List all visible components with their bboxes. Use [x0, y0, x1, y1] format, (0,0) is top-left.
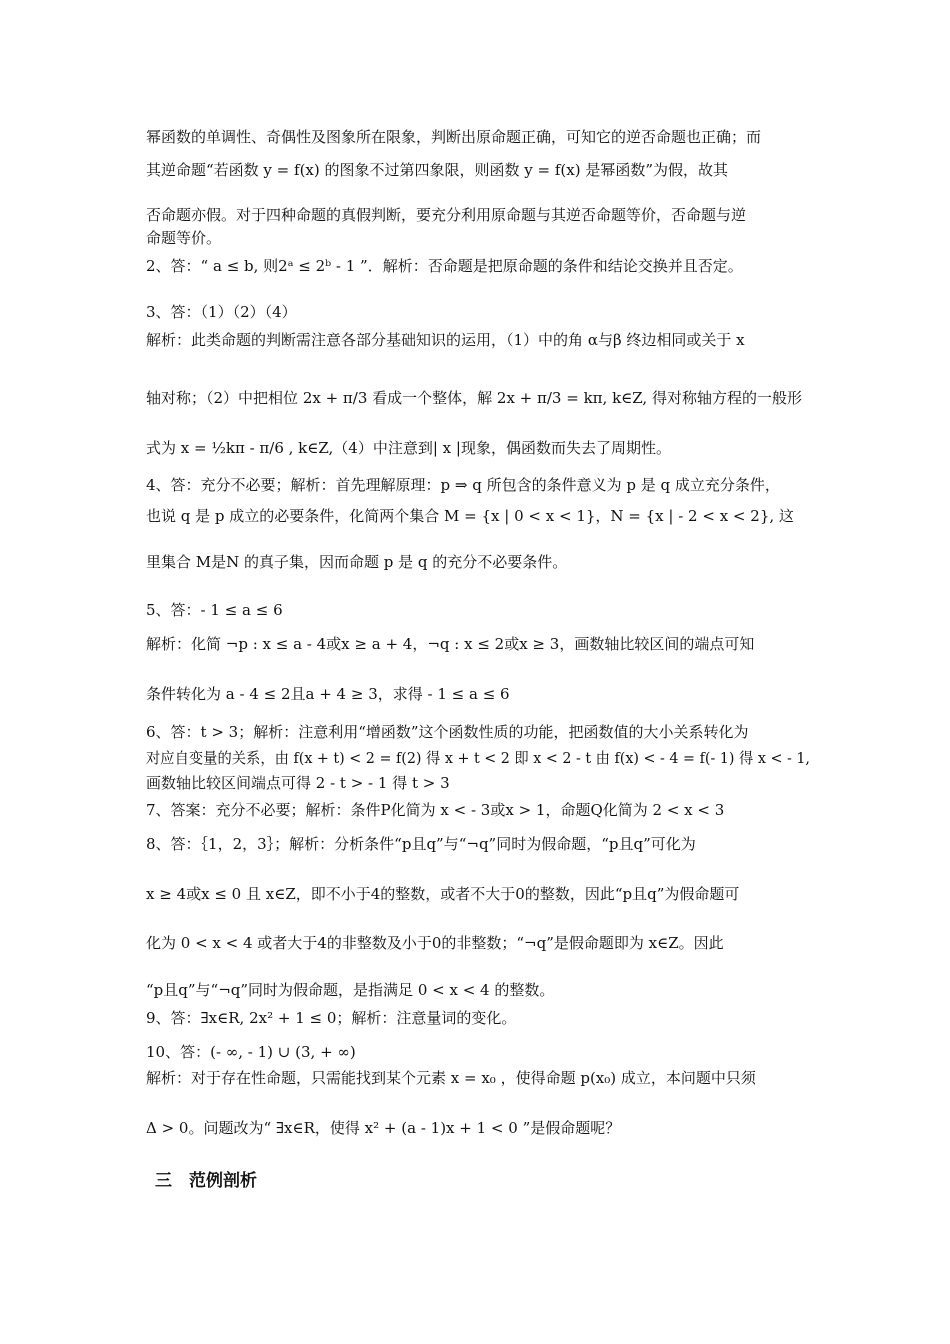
text-line-25: 10、答：(- ∞, - 1) ∪ (3, + ∞): [146, 1043, 356, 1061]
text-line-22: 化为 0 < x < 4 或者大于4的非整数及小于0的非整数；“¬q”是假命题即为 x∈Z。因此: [146, 934, 724, 952]
text-line-24: 9、答：∃x∈R, 2x² + 1 ≤ 0；解析：注意量词的变化。: [146, 1009, 517, 1027]
text-line-6: 3、答：（1）（2）（4）: [146, 303, 297, 321]
text-line-12: 里集合 M是N 的真子集，因而命题 p 是 q 的充分不必要条件。: [146, 553, 568, 571]
text-line-27: Δ > 0。问题改为“ ∃x∈R，使得 x² + (a - 1)x + 1 < 0 ”是假命题呢？: [146, 1119, 621, 1137]
text-line-20: 8、答：｛1，2，3｝；解析：分析条件“p且q”与“¬q”同时为假命题，“p且q”可化为: [146, 835, 696, 853]
text-line-9: 式为 x = ½kπ - π/6 , k∈Z,（4）中注意到| x |现象，偶函数而失去了周期性。: [146, 439, 671, 457]
text-line-19: 7、答案：充分不必要；解析：条件P化简为 x < - 3或x > 1，命题Q化简为 2 < x < 3: [146, 801, 725, 819]
text-line-4: 命题等价。: [146, 229, 222, 247]
section-heading: 三 范例剖析: [155, 1171, 257, 1191]
text-line-14: 解析：化简 ¬p : x ≤ a - 4或x ≥ a + 4，¬q : x ≤ 2或x ≥ 3，画数轴比较区间的端点可知: [146, 635, 755, 653]
text-line-26: 解析：对于存在性命题，只需能找到某个元素 x = x₀ ，使得命题 p(x₀) 成立，本问题中只须: [146, 1069, 756, 1087]
text-line-15: 条件转化为 a - 4 ≤ 2且a + 4 ≥ 3，求得 - 1 ≤ a ≤ 6: [146, 685, 510, 703]
text-line-13: 5、答：- 1 ≤ a ≤ 6: [146, 601, 283, 619]
text-line-8: 轴对称；（2）中把相位 2x + π/3 看成一个整体，解 2x + π/3 = kπ, k∈Z, 得对称轴方程的一般形: [146, 389, 802, 407]
text-line-1: 幂函数的单调性、奇偶性及图象所在限象，判断出原命题正确，可知它的逆否命题也正确；而: [146, 128, 762, 146]
text-line-10: 4、答：充分不必要；解析：首先理解原理：p ⇒ q 所包含的条件意义为 p 是 q 成立充分条件，: [146, 476, 780, 494]
text-line-2: 其逆命题“若函数 y = f(x) 的图象不过第四象限，则函数 y = f(x) 是幂函数”为假，故其: [146, 161, 729, 179]
text-line-17: 对应自变量的关系，由 f(x + t) < 2 = f(2) 得 x + t < 2 即 x < 2 - t 由 f(x) < - 4 = f(- 1) 得 x < - 1,: [146, 749, 810, 767]
text-line-18: 画数轴比较区间端点可得 2 - t > - 1 得 t > 3: [146, 774, 450, 792]
text-line-3: 否命题亦假。对于四种命题的真假判断，要充分利用原命题与其逆否命题等价，否命题与逆: [146, 206, 747, 224]
text-line-5: 2、答：“ a ≤ b, 则2ᵃ ≤ 2ᵇ - 1 ”．解析：否命题是把原命题的条件和结论交换并且否定。: [146, 257, 743, 275]
text-line-7: 解析：此类命题的判断需注意各部分基础知识的运用，（1）中的角 α与β 终边相同或关于 x: [146, 331, 745, 349]
text-line-21: x ≥ 4或x ≤ 0 且 x∈Z，即不小于4的整数，或者不大于0的整数，因此“p且q”为假命题可: [146, 885, 740, 903]
text-line-23: “p且q”与“¬q”同时为假命题，是指满足 0 < x < 4 的整数。: [146, 981, 555, 999]
text-line-16: 6、答：t > 3；解析：注意利用“增函数”这个函数性质的功能，把函数值的大小关系转化为: [146, 723, 749, 741]
text-line-11: 也说 q 是 p 成立的必要条件，化简两个集合 M = {x | 0 < x < 1}，N = {x | - 2 < x < 2}, 这: [146, 507, 794, 525]
